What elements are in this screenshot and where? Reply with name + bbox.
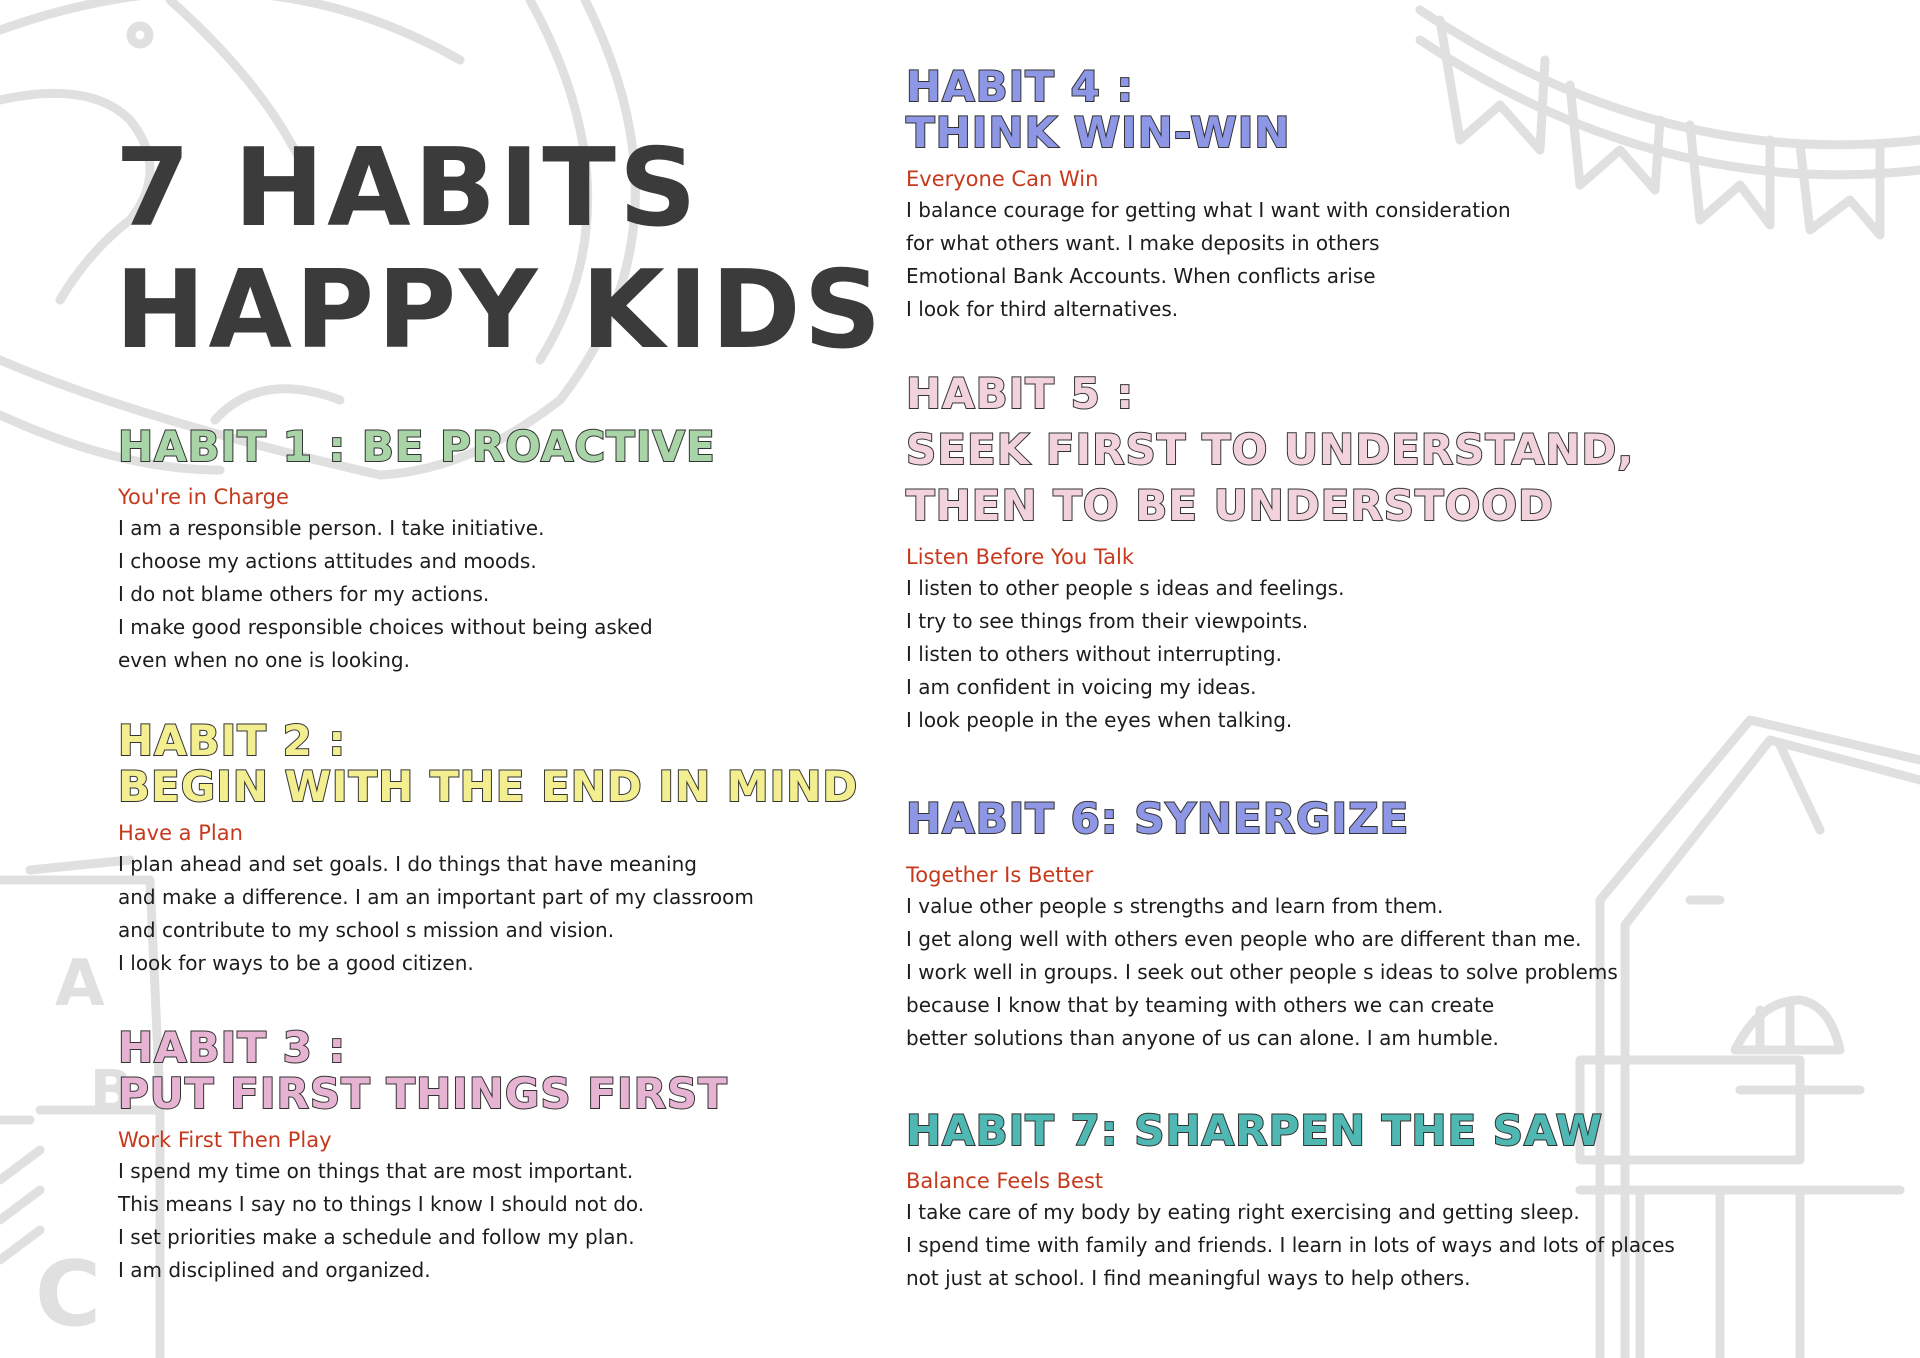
habit-1 [118,420,716,677]
block-letter-b: B [90,1059,133,1124]
habit-7-line: not just at school. I find meaningful ways to help others. [906,1266,1471,1290]
block-letter-c: C [35,1242,102,1347]
page-title [115,128,884,372]
habit-7 [906,1104,1675,1295]
habit-4-title [906,64,1511,156]
habit-6-title [906,792,1618,846]
habit-3-title [118,1025,728,1117]
habit-2-title [118,718,858,810]
page-title-line2: HAPPY KIDS [115,248,885,373]
habit-3-title-line: PUT FIRST THINGS FIRST [118,1069,728,1118]
habit-6-body [906,890,1618,1055]
habit-2-subtitle: Have a Plan [118,821,243,845]
habit-1-line: I make good responsible choices without being asked [118,615,653,639]
habit-4-line: Emotional Bank Accounts. When conflicts arise [906,264,1376,288]
habit-6-line: because I know that by teaming with others we can create [906,993,1495,1017]
habit-7-line: I spend time with family and friends. I learn in lots of ways and lots of places [906,1233,1675,1257]
habit-4-line: I balance courage for getting what I want with consideration [906,198,1511,222]
habit-3-title-line: HABIT 3 : [118,1023,347,1072]
habit-6-line: I value other people s strengths and learn from them. [906,894,1444,918]
habit-5-title [906,366,1634,534]
habit-4-line: for what others want. I make deposits in others [906,231,1380,255]
habit-7-body [906,1196,1675,1295]
habit-7-subtitle: Balance Feels Best [906,1169,1104,1193]
habit-4-subtitle: Everyone Can Win [906,167,1099,191]
habit-3 [118,1025,728,1287]
block-letter-a: A [55,947,105,1021]
habit-5-title-line: THEN TO BE UNDERSTOOD [906,481,1554,530]
habit-4-title-line: HABIT 4 : [906,62,1135,111]
habit-4-title-line: THINK WIN-WIN [906,108,1291,157]
habit-6-line: I get along well with others even people who are different than me. [906,927,1582,951]
page-title-line1: 7 HABITS [115,126,700,251]
habit-1-subtitle: You're in Charge [118,485,289,509]
habit-6-line: better solutions than anyone of us can alone. I am humble. [906,1026,1499,1050]
habit-3-line: I set priorities make a schedule and follow my plan. [118,1225,635,1249]
habit-4 [906,64,1511,326]
habit-6-title-line: HABIT 6: SYNERGIZE [906,794,1410,843]
habit-5-body [906,572,1634,737]
habit-4-line: I look for third alternatives. [906,297,1179,321]
habit-5-subtitle: Listen Before You Talk [906,545,1135,569]
habit-5-line: I listen to others without interrupting. [906,642,1282,666]
habit-2-line: I look for ways to be a good citizen. [118,951,474,975]
habit-1-title [118,420,716,474]
habit-5-line: I listen to other people s ideas and feelings. [906,576,1345,600]
habit-1-line: I choose my actions attitudes and moods. [118,549,537,573]
habit-1-title-line: HABIT 1 : BE PROACTIVE [118,422,716,471]
habit-3-subtitle: Work First Then Play [118,1128,332,1152]
habit-7-title [906,1104,1675,1158]
habit-7-title-line: HABIT 7: SHARPEN THE SAW [906,1106,1604,1155]
habit-1-line: even when no one is looking. [118,648,410,672]
habit-3-line: I am disciplined and organized. [118,1258,431,1282]
habit-2 [118,718,858,980]
habit-2-line: and contribute to my school s mission and vision. [118,918,615,942]
habit-5-line: I try to see things from their viewpoints. [906,609,1309,633]
habit-3-line: This means I say no to things I know I should not do. [118,1192,645,1216]
habit-5-line: I look people in the eyes when talking. [906,708,1293,732]
habit-6-line: I work well in groups. I seek out other people s ideas to solve problems [906,960,1618,984]
habit-5 [906,366,1634,737]
habit-2-line: and make a difference. I am an important part of my classroom [118,885,754,909]
habit-2-title-line: BEGIN WITH THE END IN MIND [118,762,859,811]
habit-1-body [118,512,716,677]
habit-4-body [906,194,1511,326]
habit-2-line: I plan ahead and set goals. I do things that have meaning [118,852,697,876]
habit-1-line: I am a responsible person. I take initiative. [118,516,545,540]
habit-5-line: I am confident in voicing my ideas. [906,675,1257,699]
habit-7-line: I take care of my body by eating right exercising and getting sleep. [906,1200,1580,1224]
habit-2-body [118,848,858,980]
habit-3-body [118,1155,728,1287]
habit-2-title-line: HABIT 2 : [118,716,347,765]
habit-6-subtitle: Together Is Better [906,863,1094,887]
habit-1-line: I do not blame others for my actions. [118,582,490,606]
habit-6 [906,792,1618,1055]
habit-3-line: I spend my time on things that are most important. [118,1159,634,1183]
habit-5-title-line: SEEK FIRST TO UNDERSTAND, [906,425,1635,474]
habit-5-title-line: HABIT 5 : [906,369,1135,418]
